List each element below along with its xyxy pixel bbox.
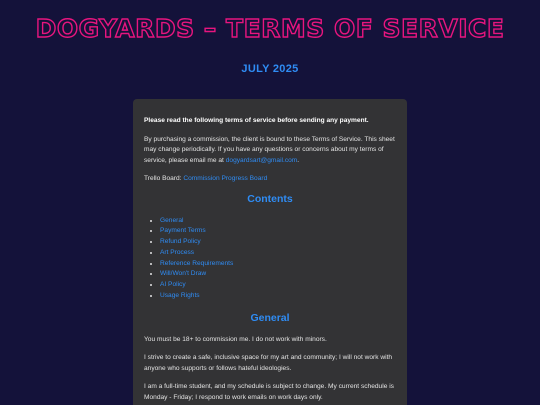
toc-link-general[interactable]: General — [160, 216, 184, 224]
toc-link-payment-terms[interactable]: Payment Terms — [160, 227, 206, 235]
date-heading: JULY 2025 — [241, 63, 299, 75]
contents-heading: Contents — [247, 192, 293, 205]
toc-item-will-wont-draw — [160, 269, 396, 280]
toc-link-ai-policy[interactable]: AI Policy — [160, 281, 186, 289]
toc-link-reference-requirements[interactable]: Reference Requirements — [160, 259, 234, 267]
intro-paragraph-text: By purchasing a commission, the client is bound to these Terms of Service. This sheet may change periodically. If you have any questions or concerns about my terms of service, please email me at — [144, 135, 395, 164]
toc-item-payment-terms — [160, 226, 396, 237]
toc-item-general — [160, 216, 396, 227]
toc-link-refund-policy[interactable]: Refund Policy — [160, 238, 201, 246]
toc-item-refund-policy — [160, 237, 396, 248]
toc-link-art-process[interactable]: Art Process — [160, 248, 195, 256]
general-paragraph: You must be 18+ to commission me. I do not work with minors. — [144, 335, 327, 343]
intro-paragraph — [144, 135, 396, 167]
site-title: DOGYARDS – TERMS OF SERVICE — [35, 14, 505, 43]
trello-board-link[interactable]: Commission Progress Board — [183, 175, 268, 182]
trello-label: Trello Board: — [144, 175, 184, 182]
toc-link-will-wont-draw[interactable]: Will/Won't Draw — [160, 270, 207, 278]
general-paragraph: I am a full-time student, and my schedule is subject to change. My current schedule is Monday - Friday; I respond to work emails on work days only. — [144, 383, 394, 401]
toc-link-usage-rights[interactable]: Usage Rights — [160, 292, 200, 300]
terms-card — [133, 99, 407, 405]
general-heading: General — [250, 311, 290, 324]
table-of-contents — [144, 216, 396, 302]
trello-line — [144, 174, 396, 185]
general-paragraph: I strive to create a safe, inclusive space for my art and community; I will not work with anyone who supports or follows hateful ideologies. — [144, 354, 393, 372]
toc-item-art-process — [160, 248, 396, 259]
toc-item-reference-requirements — [160, 259, 396, 270]
intro-notice: Please read the following terms of service before sending any payment. — [144, 117, 369, 124]
toc-item-ai-policy — [160, 280, 396, 291]
intro-paragraph-end: . — [297, 156, 300, 164]
email-link[interactable]: dogyardsart@gmail.com — [225, 156, 298, 164]
toc-item-usage-rights — [160, 291, 396, 302]
